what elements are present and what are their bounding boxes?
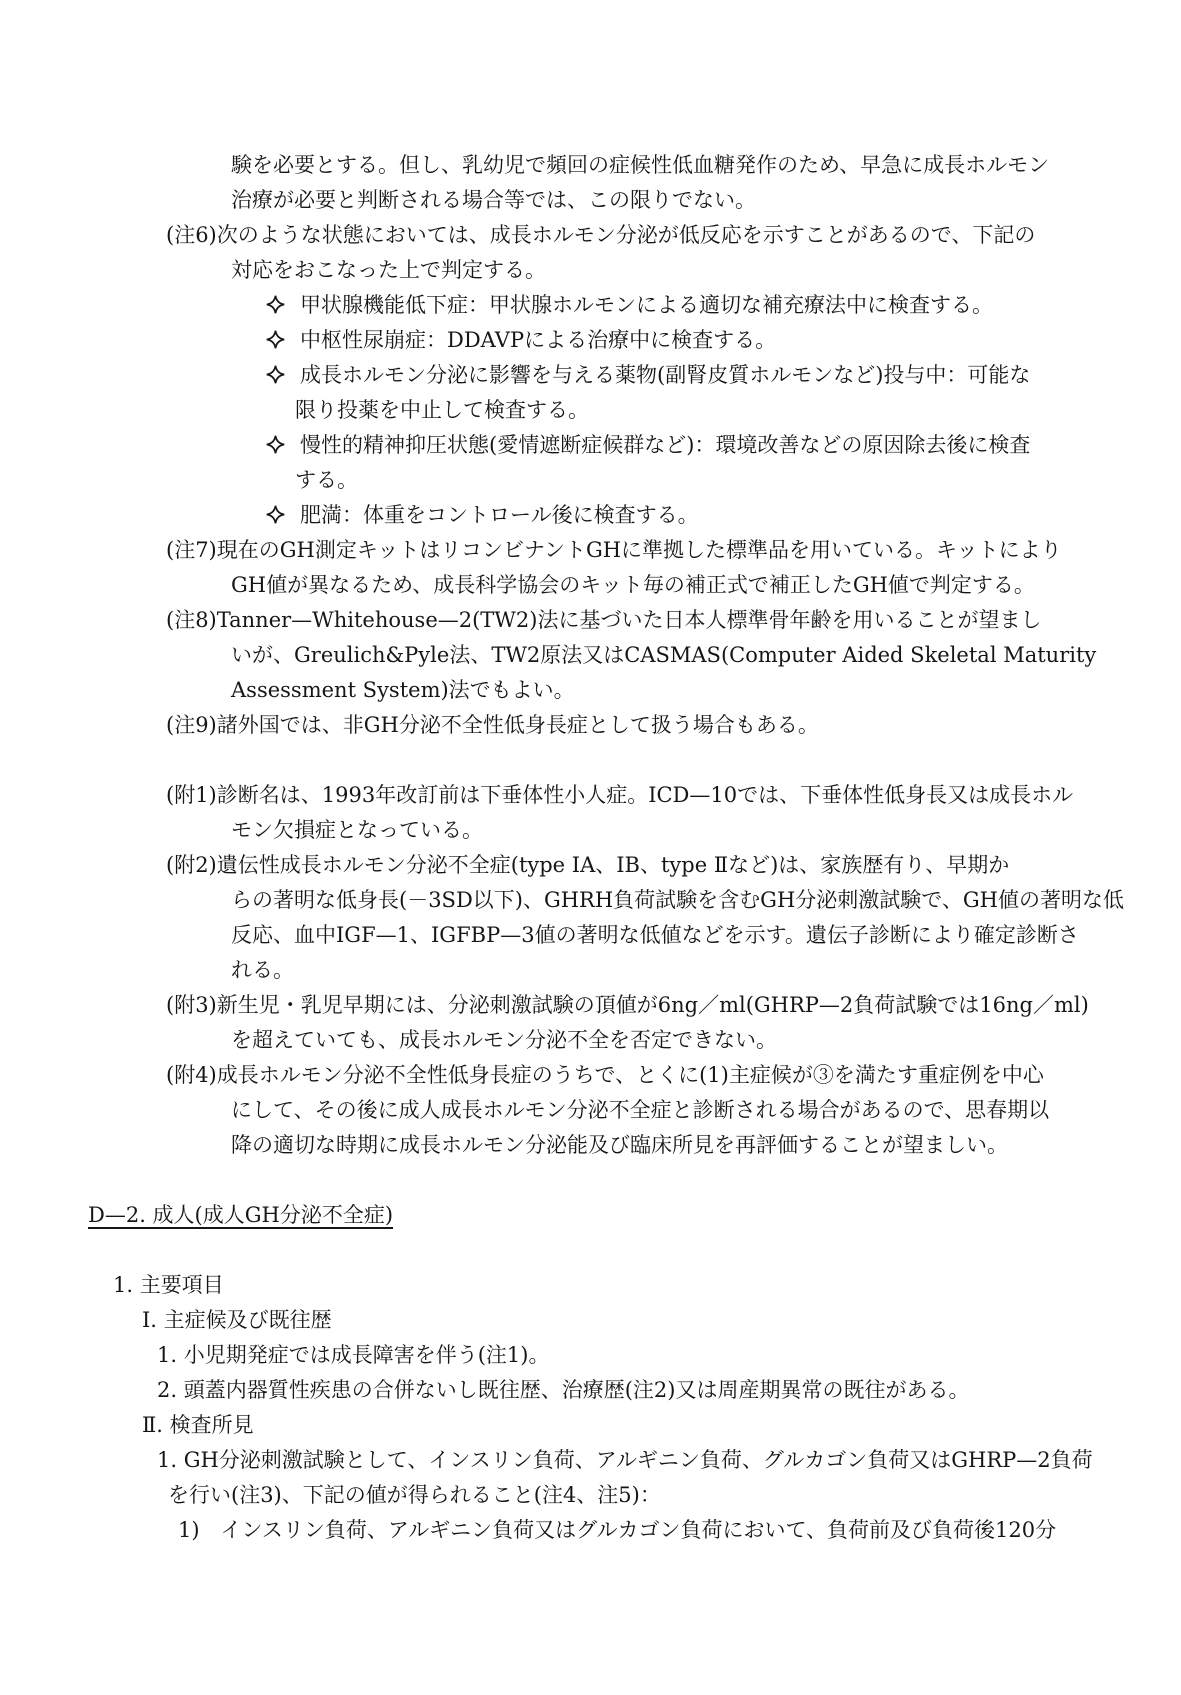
note6-cont-line: 対応をおこなった上で判定する。 (231, 258, 546, 282)
spacer (0, 1233, 1181, 1268)
bullet-text: 甲状腺機能低下症：甲状腺ホルモンによる適切な補充療法中に検査する。 (300, 293, 993, 317)
carryover-line: 治療が必要と判断される場合等では、この限りでない。 (231, 188, 756, 212)
four-pointed-star-icon (266, 358, 285, 393)
outline-sub2-heading: Ⅱ. 検査所見 (142, 1413, 254, 1437)
outline-sub2-item-cont: を行い(注3)、下記の値が得られること(注4、注5)： (168, 1483, 661, 1507)
note6-label-line: (注6)次のような状態においては、成長ホルモン分泌が低反応を示すことがあるので、下記の (166, 223, 1036, 247)
note9-label-line: (注9)諸外国では、非GH分泌不全性低身長症として扱う場合もある。 (166, 713, 819, 737)
bullet-text: 慢性的精神抑圧状態(愛情遮断症候群など)：環境改善などの原因除去後に検査 (300, 433, 1031, 457)
bullet-text: 肥満：体重をコントロール後に検査する。 (300, 503, 699, 527)
fu2-cont-line: れる。 (231, 958, 294, 982)
bullet-cont-line: 限り投薬を中止して検査する。 (295, 398, 589, 422)
outline-sub1-heading: Ⅰ. 主症候及び既往歴 (142, 1308, 332, 1332)
fu3-cont-line: を超えていても、成長ホルモン分泌不全を否定できない。 (231, 1028, 777, 1052)
fu4-cont-line: にして、その後に成人成長ホルモン分泌不全症と診断される場合があるので、思春期以 (231, 1098, 1050, 1122)
note8-label-line: (注8)Tanner—Whitehouse—2(TW2)法に基づいた日本人標準骨年齢を用いることが望まし (166, 608, 1042, 632)
fu1-label-line: (附1)診断名は、1993年改訂前は下垂体性小人症。ICD—10では、下垂体性低身長又は成長ホル (166, 783, 1074, 807)
outline-sub2-item-line: 1. GH分泌刺激試験として、インスリン負荷、アルギニン負荷、グルカゴン負荷又はGHRP—2負荷 (157, 1448, 1093, 1472)
fu3-label-line: (附3)新生児・乳児早期には、分泌刺激試験の頂値が6ng／ml(GHRP—2負荷試験では16ng／ml) (166, 993, 1089, 1017)
spacer (0, 1163, 1181, 1198)
spacer (0, 743, 1181, 778)
bullet-text: 成長ホルモン分泌に影響を与える薬物(副腎皮質ホルモンなど)投与中：可能な (300, 363, 1031, 387)
fu2-cont-line: らの著明な低身長(－3SD以下)、GHRH負荷試験を含むGH分泌刺激試験で、GH値の著明な低 (231, 888, 1124, 912)
note8-cont-line: いが、Greulich&Pyle法、TW2原法又はCASMAS(Computer Aided Skeletal Maturity (231, 643, 1097, 667)
fu4-label-line: (附4)成長ホルモン分泌不全性低身長症のうちで、とくに(1)主症候が③を満たす重症例を中心 (166, 1063, 1044, 1087)
carryover-line: 験を必要とする。但し、乳幼児で頻回の症候性低血糖発作のため、早急に成長ホルモン (231, 153, 1050, 177)
bullet-line (0, 288, 1181, 323)
fu2-label-line: (附2)遺伝性成長ホルモン分泌不全症(type ⅠA、ⅠB、type Ⅱなど)は、家族歴有り、早期か (166, 853, 1010, 877)
note7-cont-line: GH値が異なるため、成長科学協会のキット毎の補正式で補正したGH値で判定する。 (231, 573, 1035, 597)
section-d2-heading: D—2. 成人(成人GH分泌不全症) (88, 1203, 394, 1227)
note7-label-line: (注7)現在のGH測定キットはリコンビナントGHに準拠した標準品を用いている。キットにより (166, 538, 1062, 562)
bullet-cont-line: する。 (295, 468, 358, 492)
bullet-line (0, 428, 1181, 463)
fu2-cont-line: 反応、血中IGF—1、IGFBP—3値の著明な低値などを示す。遺伝子診断により確定診断さ (231, 923, 1079, 947)
note8-cont-line: Assessment System)法でもよい。 (231, 678, 575, 702)
outline-sub1-item: 2. 頭蓋内器質性疾患の合併ないし既往歴、治療歴(注2)又は周産期異常の既往がある。 (157, 1378, 970, 1402)
four-pointed-star-icon (266, 498, 285, 533)
four-pointed-star-icon (266, 323, 285, 358)
bullet-line (0, 498, 1181, 533)
fu1-cont-line: モン欠損症となっている。 (231, 818, 483, 842)
section-heading-row (0, 1198, 1181, 1233)
outline-sub1-item: 1. 小児期発症では成長障害を伴う(注1)。 (157, 1343, 550, 1367)
outline-sub2-subitem: 1) インスリン負荷、アルギニン負荷又はグルカゴン負荷において、負荷前及び負荷後120分 (178, 1518, 1057, 1542)
outline-item-main: 1. 主要項目 (113, 1273, 224, 1297)
bullet-line (0, 358, 1181, 393)
bullet-line (0, 323, 1181, 358)
four-pointed-star-icon (266, 428, 285, 463)
fu4-cont-line: 降の適切な時期に成長ホルモン分泌能及び臨床所見を再評価することが望ましい。 (231, 1133, 1008, 1157)
bullet-text: 中枢性尿崩症：DDAVPによる治療中に検査する。 (300, 328, 777, 352)
four-pointed-star-icon (266, 288, 285, 323)
